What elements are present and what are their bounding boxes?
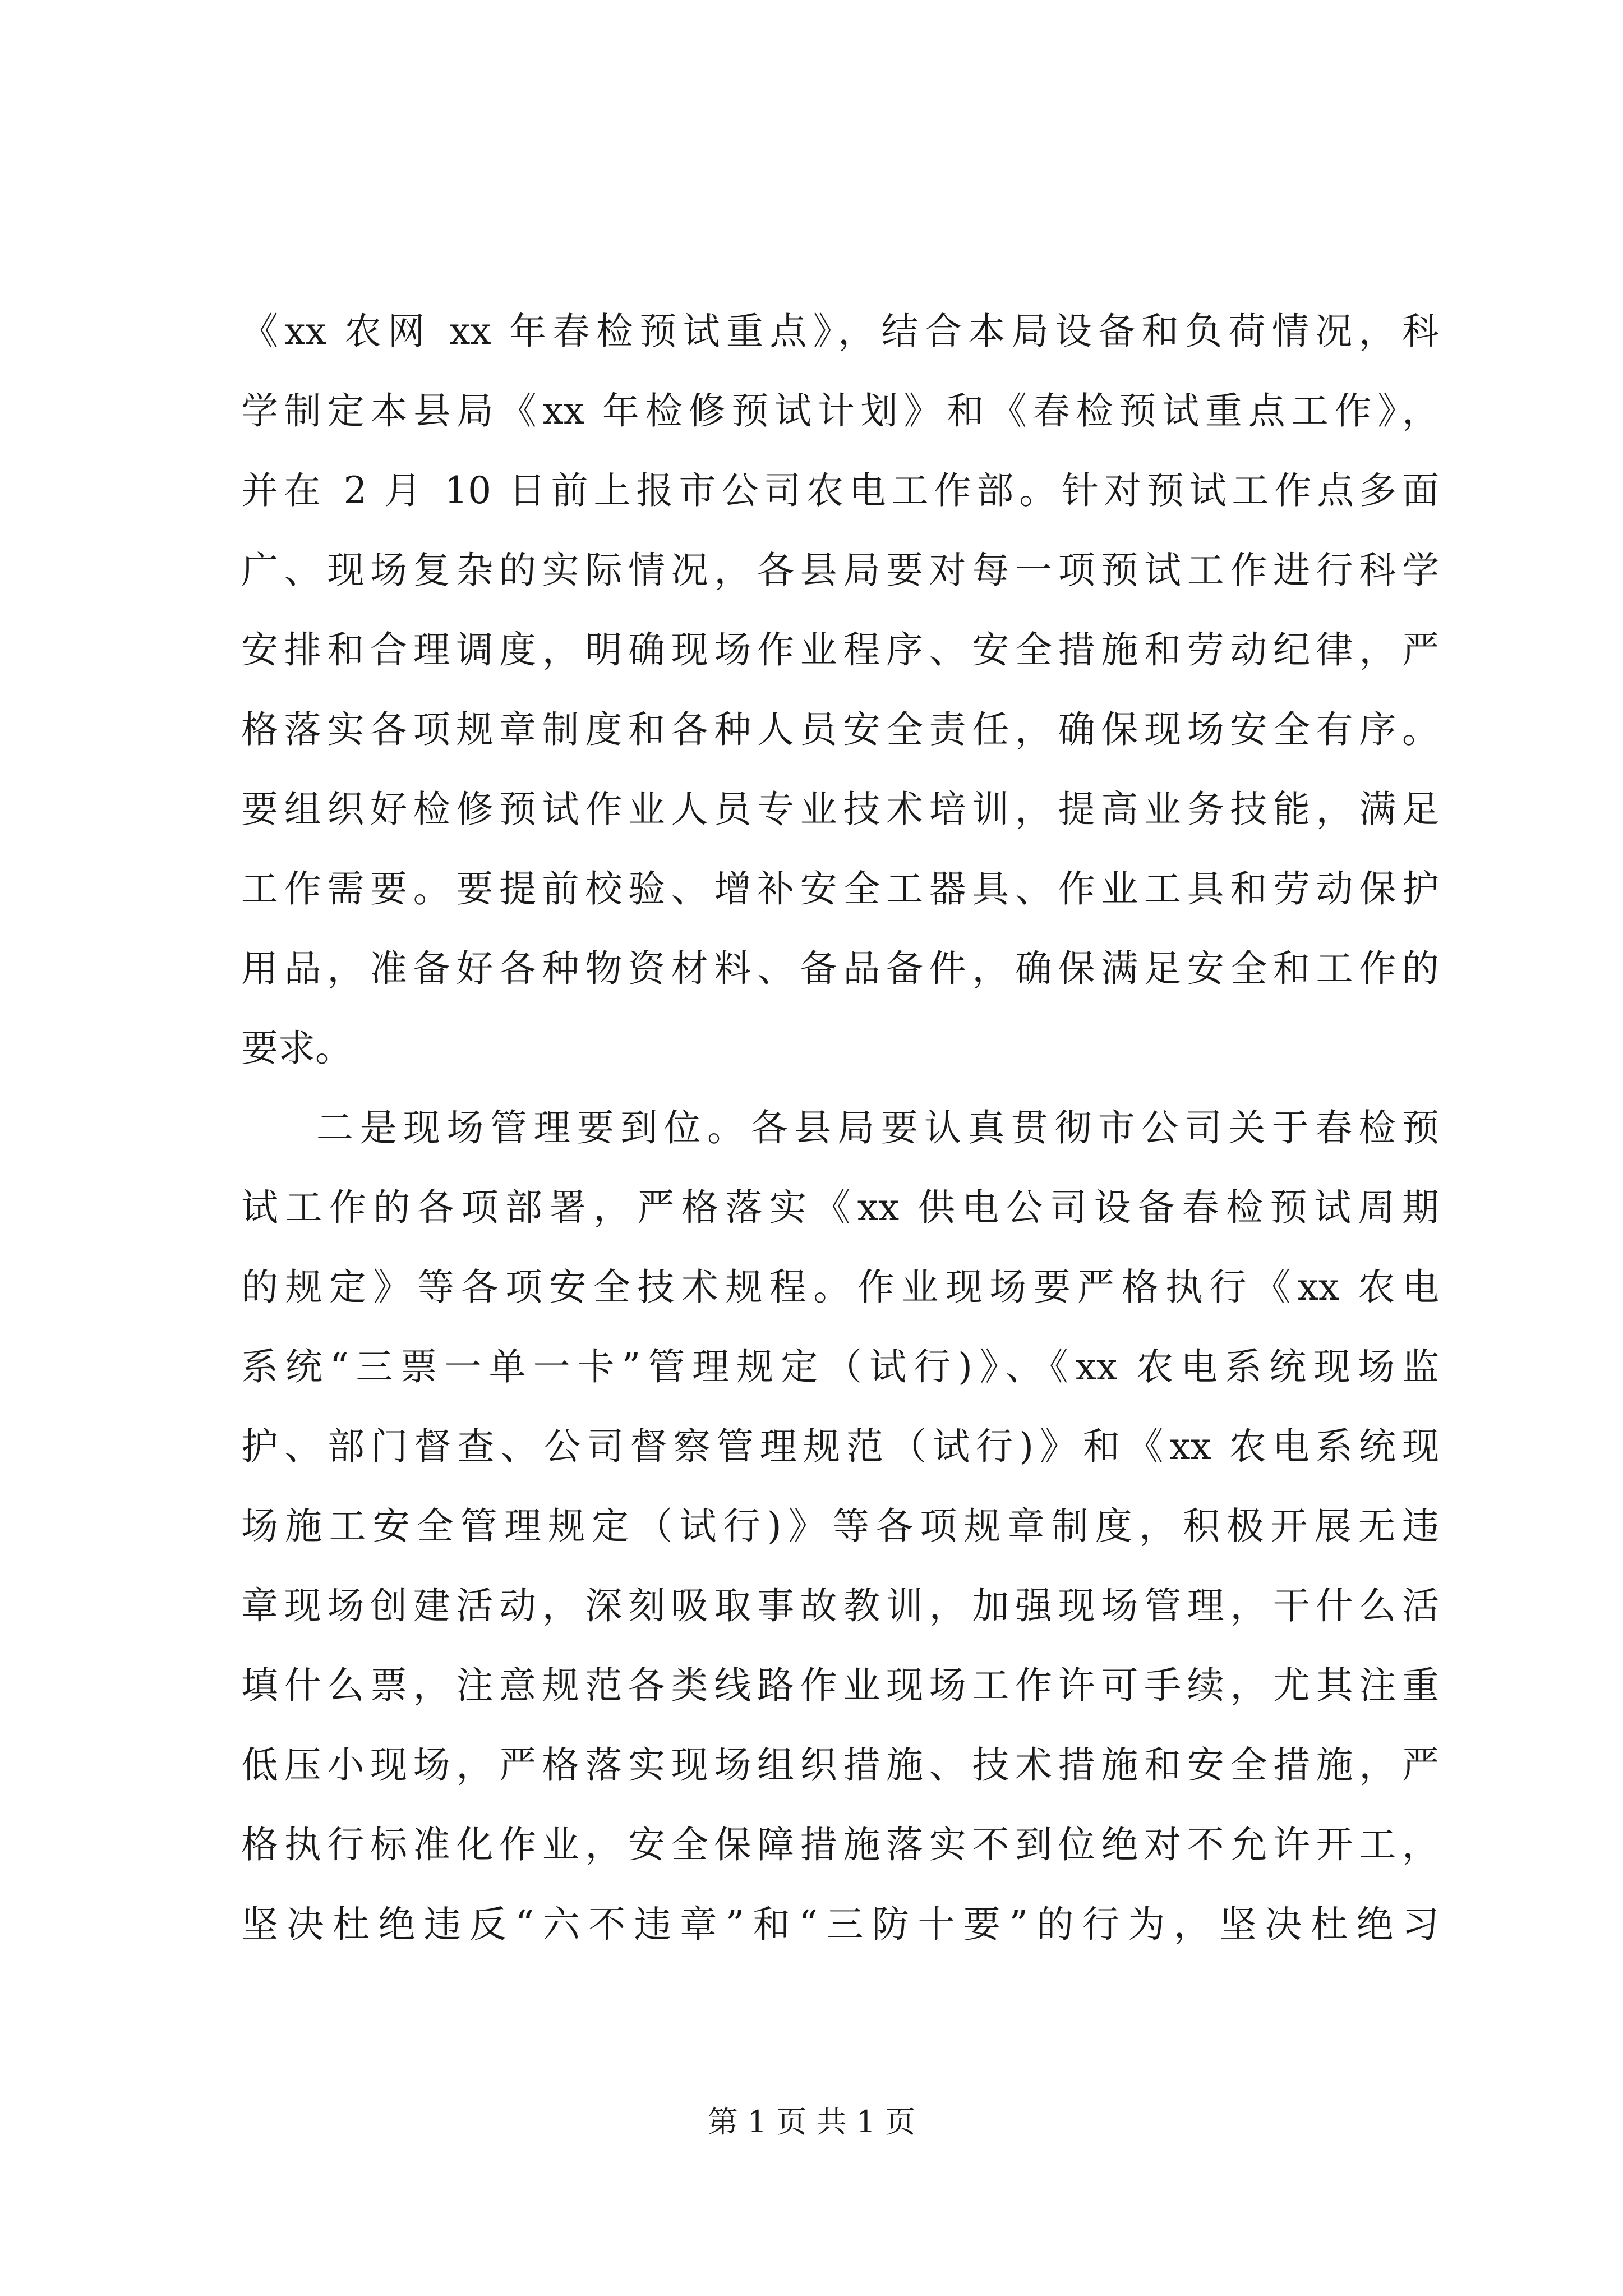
paragraph-2-line-9: 低压小现场，严格落实现场组织措施、技术措施和安全措施，严 [241,1743,1439,1787]
paragraph-1-line-6: 格落实各项规章制度和各种人员安全责任，确保现场安全有序。 [241,708,1439,751]
paragraph-1-line-8: 工作需要。要提前校验、增补安全工器具、作业工具和劳动保护 [241,867,1439,910]
document-body [241,292,1439,1964]
paragraph-2-line-6: 场施工安全管理规定（试行)》等各项规章制度，积极开展无违 [241,1504,1439,1548]
paragraph-1-line-5: 安排和合理调度，明确现场作业程序、安全措施和劳动纪律，严 [241,628,1439,671]
paragraph-1-line-3: 并在 2 月 10 日前上报市公司农电工作部。针对预试工作点多面 [241,469,1439,512]
paragraph-2-line-10: 格执行标准化作业，安全保障措施落实不到位绝对不允许开工， [241,1823,1439,1866]
paragraph-2-line-3: 的规定》等各项安全技术规程。作业现场要严格执行《xx 农电 [241,1266,1439,1309]
paragraph-2-line-4: 系统“三票一单一卡”管理规定（试行)》、《xx 农电系统现场监 [241,1345,1439,1388]
page-footer [0,2098,1623,2141]
page-number-label: 第 1 页 共 1 页 [707,2104,916,2139]
paragraph-1-line-7: 要组织好检修预试作业人员专业技术培训，提高业务技能，满足 [241,788,1439,831]
paragraph-2-line-1: 二是现场管理要到位。各县局要认真贯彻市公司关于春检预 [316,1106,1439,1149]
paragraph-1-line-10: 要求。 [241,1027,352,1070]
paragraph-2-line-8: 填什么票，注意规范各类线路作业现场工作许可手续，尤其注重 [241,1664,1439,1707]
paragraph-2-line-11: 坚决杜绝违反“六不违章”和“三防十要”的行为，坚决杜绝习 [241,1903,1439,1946]
paragraph-2-line-7: 章现场创建活动，深刻吸取事故教训，加强现场管理，干什么活 [241,1584,1439,1627]
paragraph-1-line-2: 学制定本县局《xx 年检修预试计划》和《春检预试重点工作》， [241,389,1439,432]
paragraph-1-line-1: 《xx 农网 xx 年春检预试重点》，结合本局设备和负荷情况，科 [241,310,1439,353]
paragraph-2-line-5: 护、部门督查、公司督察管理规范（试行)》和《xx 农电系统现 [241,1425,1439,1468]
paragraph-1-line-4: 广、现场复杂的实际情况，各县局要对每一项预试工作进行科学 [241,549,1439,592]
paragraph-2-line-2: 试工作的各项部署，严格落实《xx 供电公司设备春检预试周期 [241,1186,1439,1229]
paragraph-1-line-9: 用品，准备好各种物资材料、备品备件，确保满足安全和工作的 [241,947,1439,990]
